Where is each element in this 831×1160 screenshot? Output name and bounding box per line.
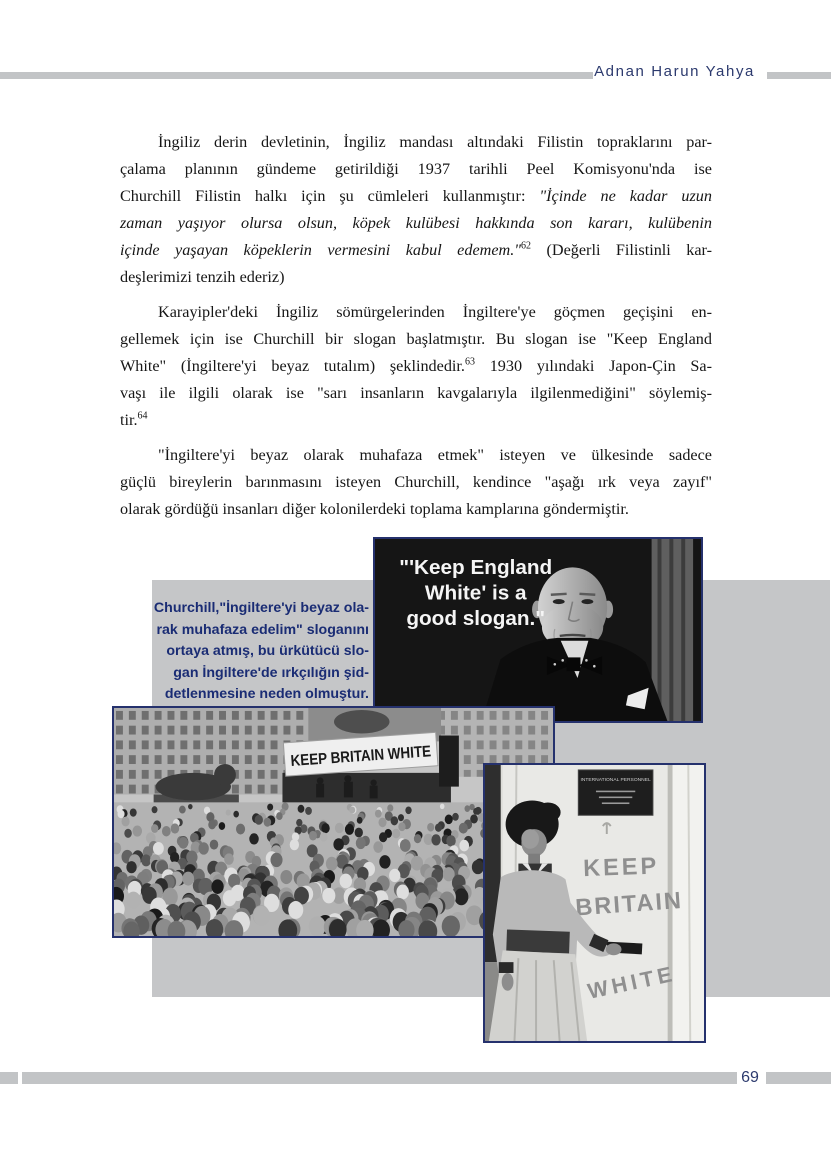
header-author: Adnan Harun Yahya	[594, 63, 755, 80]
text-line	[120, 156, 712, 183]
text-segment: içinde yaşayan köpeklerin vermesini kabul edemem."	[120, 241, 522, 259]
text-line	[120, 380, 712, 407]
text-line	[120, 326, 712, 353]
header-rule-right	[767, 72, 831, 79]
text-segment: vaşı ile ilgili olarak ise "sarı insanların kavgalarıyla ilgilenmediğini" söylemiş-	[120, 384, 712, 402]
footer-rule-left	[22, 1072, 737, 1084]
text-segment: gellemek için ise Churchill bir slogan başlatmıştır. Bu slogan ise "Keep England	[120, 330, 712, 348]
body-text	[120, 129, 712, 523]
graffiti-door-photo	[483, 763, 706, 1043]
text-line	[154, 641, 369, 663]
text-line	[154, 684, 369, 706]
text-line	[120, 129, 712, 156]
text-segment: ortaya atmış, bu ürkütücü slo-	[166, 643, 369, 659]
text-line	[120, 469, 712, 496]
text-segment: tir.	[120, 411, 138, 429]
text-line	[120, 442, 712, 469]
paragraph-3	[120, 442, 712, 523]
text-line	[154, 663, 369, 685]
text-segment: "İngiltere'yi beyaz olarak muhafaza etmek" isteyen ve ülkesinde sadece	[158, 446, 712, 464]
text-line	[120, 210, 712, 237]
text-segment: İngiliz derin devletinin, İngiliz mandası altındaki Filistin topraklarını par-	[158, 133, 712, 151]
text-line	[120, 496, 712, 523]
door-sign	[578, 770, 653, 815]
text-line	[120, 407, 712, 434]
text-line	[120, 237, 712, 264]
graffiti-door-illustration	[485, 765, 704, 1041]
churchill-photo	[373, 537, 703, 723]
paragraph-2	[120, 299, 712, 434]
graffiti-word-keep: KEEP	[582, 853, 660, 883]
text-segment: 1930 yılındaki Japon-Çin Sa-	[474, 357, 712, 375]
text-segment: rak muhafaza edelim" sloganını	[156, 621, 369, 638]
text-segment: "İçinde ne kadar uzun	[539, 187, 712, 205]
text-segment: (Değerli Filistinli kar-	[531, 241, 713, 259]
text-segment: White" (İngiltere'yi beyaz tutalım) şeklindedir.	[120, 357, 465, 375]
photo-quote-line1: "'Keep England	[399, 556, 553, 580]
text-segment: deşlerimizi tenzih ederiz)	[120, 268, 285, 286]
text-segment: Churchill,"İngiltere'yi beyaz ola-	[153, 600, 369, 616]
footer-rule-right	[766, 1072, 831, 1084]
photo-caption	[154, 598, 369, 706]
text-line	[120, 183, 712, 210]
text-segment: olarak gördüğü insanları diğer kolonilerdeki toplama kamplarına göndermiştir.	[120, 500, 629, 518]
text-segment: Karayipler'deki İngiliz sömürgelerinden İngiltere'ye göçmen geçişini en-	[158, 303, 712, 321]
photo-quote-line3: good slogan."	[406, 607, 546, 631]
graffiti-word-britain: BRITAIN	[574, 887, 684, 922]
text-line	[154, 620, 369, 642]
text-segment: çalama planının gündeme getirildiği 1937 tarihli Peel Komisyonu'nda ise	[120, 160, 712, 178]
text-segment: gan İngiltere'de ırkçılığın şid-	[173, 664, 369, 681]
text-line	[120, 264, 712, 291]
text-line	[154, 598, 369, 620]
churchill-portrait-illustration	[375, 539, 701, 721]
text-line	[120, 353, 712, 380]
text-segment: güçlü bireylerin barınmasını isteyen Churchill, kendince "aşağı ırk veya zayıf"	[120, 473, 712, 491]
text-segment: detlenmesine neden olmuştur.	[164, 686, 369, 702]
footer-page-number: 69	[741, 1069, 759, 1086]
text-segment: zaman yaşıyor olursa olsun, köpek kulübesi hakkında son kararı, kulübenin	[120, 214, 712, 232]
header-rule-left	[0, 72, 593, 79]
footnote-ref: 62	[521, 240, 532, 252]
banner-text: KEEP BRITAIN WHITE	[290, 741, 457, 770]
door-sign-text: INTERNATIONAL PERSONNEL	[580, 777, 651, 783]
footnote-ref: 63	[464, 356, 475, 368]
text-line	[120, 299, 712, 326]
footnote-ref: 64	[137, 410, 148, 422]
text-segment: Churchill Filistin halkı için şu cümleleri kullanmıştır:	[120, 187, 540, 205]
graffiti-word-white: WHITE	[585, 960, 678, 1004]
paragraph-1	[120, 129, 712, 291]
photo-quote-line2: White' is a	[424, 581, 527, 605]
footer-rule-cap	[0, 1072, 18, 1084]
